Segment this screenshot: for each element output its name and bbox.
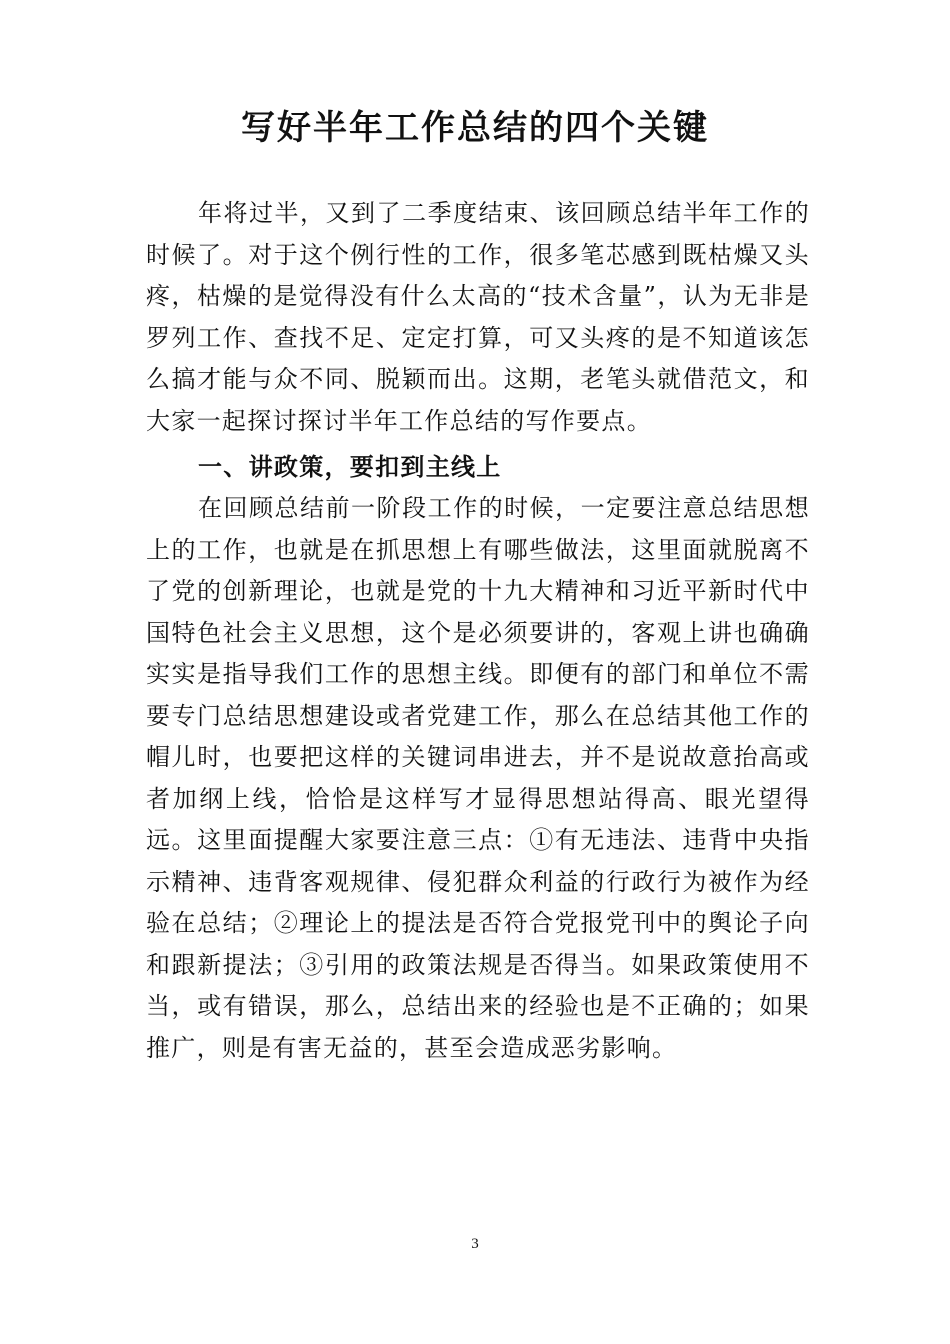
intro-paragraph: 年将过半，又到了二季度结束、该回顾总结半年工作的时候了。对于这个例行性的工作，很多笔芯感到既枯燥又头疼，枯燥的是觉得没有什么太高的“技术含量”，认为无非是罗列工作、查找不足、定定打算，可又头疼的是不知道该怎么搞才能与众不同、脱颖而出。这期，老笔头就借范文，和大家一起探讨探讨半年工作总结的写作要点。: [146, 199, 810, 435]
page-number: 3: [471, 1236, 479, 1252]
section-paragraph: 在回顾总结前一阶段工作的时候，一定要注意总结思想上的工作，也就是在抓思想上有哪些做法，这里面就脱离不了党的创新理论，也就是党的十九大精神和习近平新时代中国特色社会主义思想，这个是必须要讲的，客观上讲也确确实实是指导我们工作的思想主线。即便有的部门和单位不需要专门总结思想建设或者党建工作，那么在总结其他工作的帽儿时，也要把这样的关键词串进去，并不是说故意抬高或者加纲上线，恰恰是这样写才显得思想站得高、眼光望得远。这里面提醒大家要注意三点：①有无违法、违背中央指示精神、违背客观规律、侵犯群众利益的行政行为被作为经验在总结；②理论上的提法是否符合党报党刊中的舆论子向和跟新提法；③引用的政策法规是否得当。如果政策使用不当，或有错误，那么，总结出来的经验也是不正确的；如果推广，则是有害无益的，甚至会造成恶劣影响。: [146, 494, 810, 1062]
section-heading: 一、讲政策，要扣到主线上: [198, 452, 502, 481]
document-title: 写好半年工作总结的四个关键: [241, 108, 709, 148]
